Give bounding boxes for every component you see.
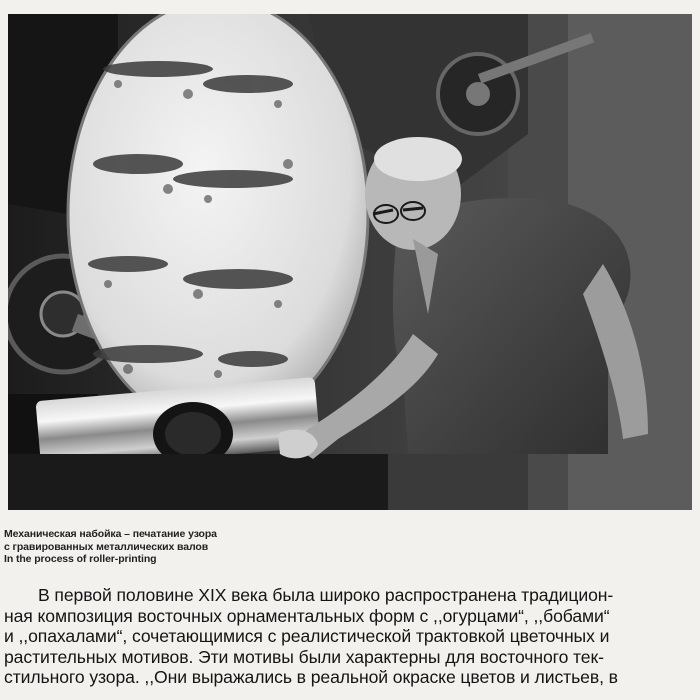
caption-line-3-english: In the process of roller-printing: [4, 553, 157, 565]
caption-line-1: Механическая набойка – печатание узора: [4, 528, 217, 540]
body-line-4: растительных мотивов. Эти мотивы были характерны для восточного тек-: [4, 646, 604, 667]
roller-printing-photo: [8, 14, 692, 510]
body-line-2: ная композиция восточных орнаментальных форм с ,,огурцами“, ,,бобами“: [4, 605, 610, 626]
photo-caption: [4, 528, 604, 566]
body-paragraph: [4, 585, 692, 688]
body-line-1: В первой половине XIX века была широко распространена традицион-: [38, 585, 614, 605]
caption-line-2: с гравированных металлических валов: [4, 540, 209, 553]
body-line-3: и ,,опахалами“, сочетающимися с реалистической трактовкой цветочных и: [4, 626, 610, 646]
body-line-5: стильного узора. ,,Они выражались в реальной окраске цветов и листьев, в: [4, 667, 618, 687]
